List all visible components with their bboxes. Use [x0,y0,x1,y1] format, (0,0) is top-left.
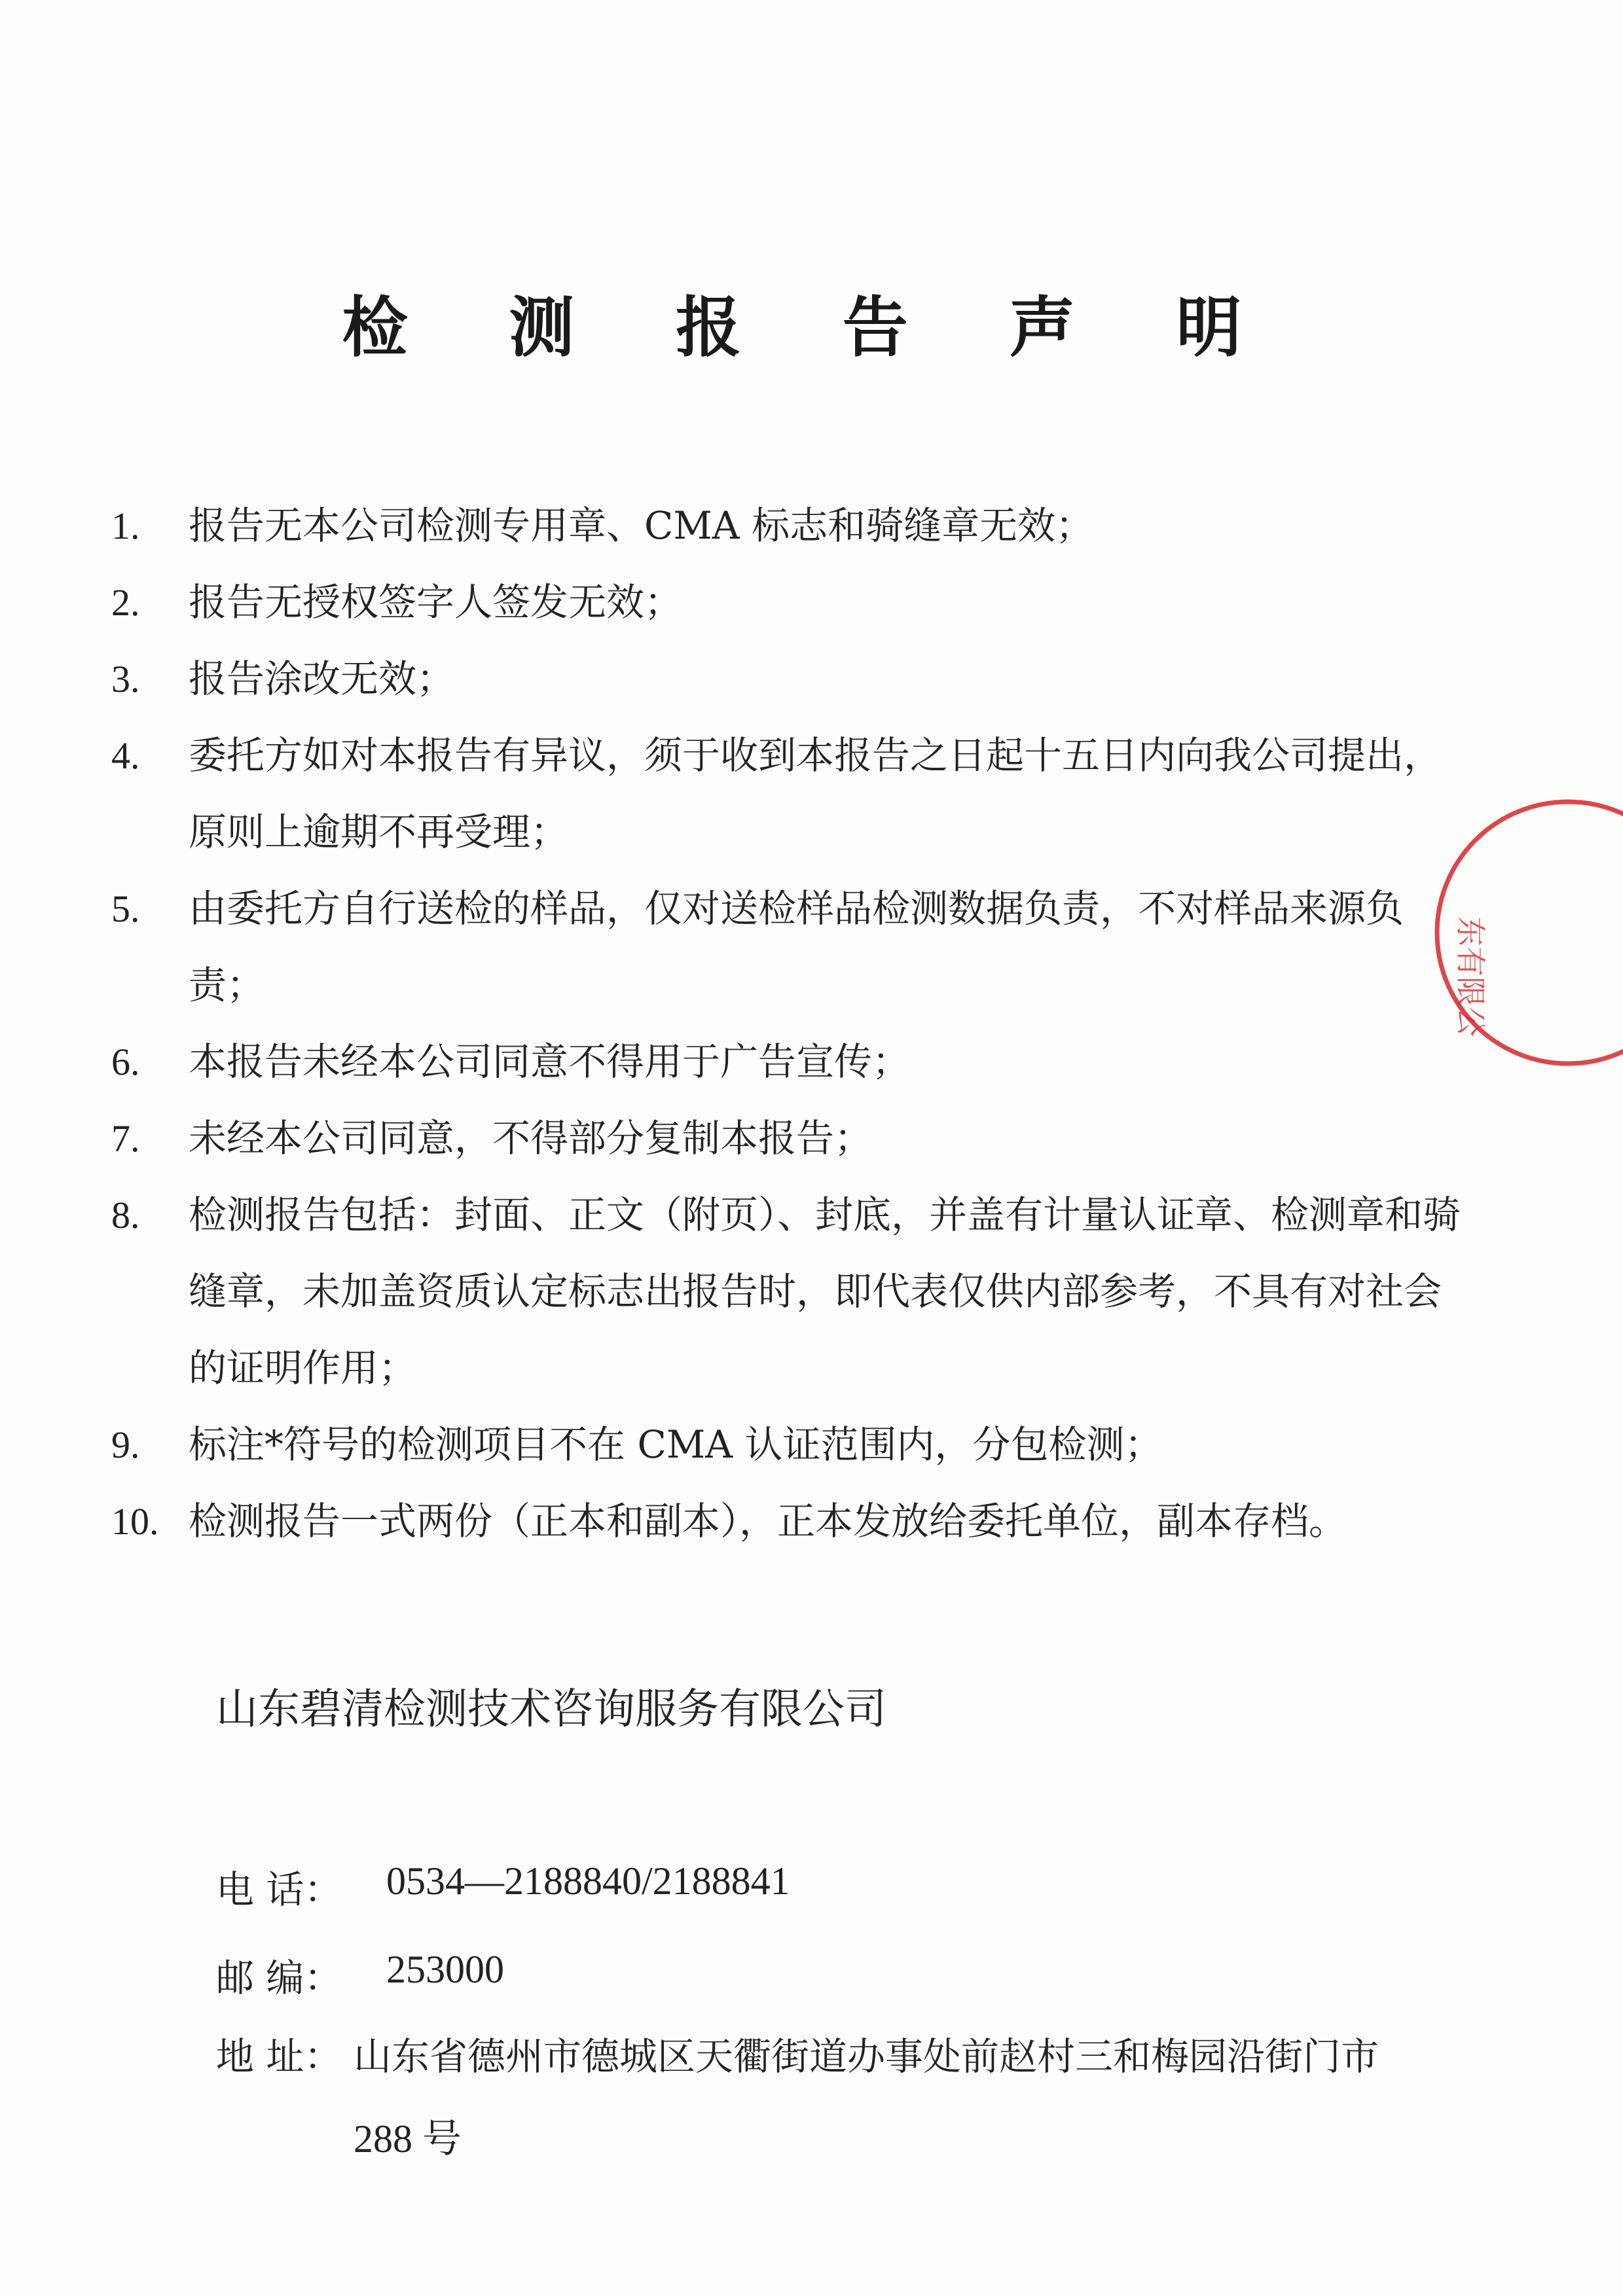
list-item-number: 3. [111,658,140,700]
address-continuation: 288 号 [354,2117,462,2161]
postcode-value: 253000 [386,1948,504,1991]
address-row [216,2026,1379,2081]
phone-label: 电 话： [216,1867,342,1912]
list-item-number: 1. [111,505,140,547]
list-item-number: 8. [111,1194,140,1236]
postcode-label: 邮 编： [216,1956,342,2000]
list-item-text: 检测报告一式两份（正本和副本），正本发放给委托单位，副本存档。 [189,1499,1347,1543]
list-item-number: 10. [111,1500,159,1543]
list-item-text: 检测报告包括：封面、正文（附页）、封底，并盖有计量认证章、检测章和骑缝章，未加盖资质认定标志出报告时，即代表仅供内部参考，不具有对社会的证明作用； [189,1193,1461,1390]
list-item-number: 7. [111,1117,140,1160]
list-item [111,1177,1473,1407]
list-item-text: 由委托方自行送检的样品，仅对送检样品检测数据负责，不对样品来源负责； [189,886,1404,1007]
list-item-text: 未经本公司同意，不得部分复制本报告； [189,1116,873,1160]
list-item-text: 本报告未经本公司同意不得用于广告宣传； [189,1039,911,1084]
list-item-number: 9. [111,1424,140,1466]
company-name: 山东碧清检测技术咨询服务有限公司 [216,1685,886,1734]
phone-row [216,1859,790,1914]
list-item-text: 报告涂改无效； [189,656,455,701]
list-item-number: 4. [111,734,140,777]
list-item-text: 委托方如对本报告有异议，须于收到本报告之日起十五日内向我公司提出，原则上逾期不再受理； [189,733,1442,854]
list-item [111,1024,1473,1100]
list-item-number: 2. [111,581,140,624]
company-seal-icon [1427,792,1623,1073]
list-item-text: 报告无本公司检测专用章、CMA 标志和骑缝章无效； [189,503,1094,548]
list-item-text: 标注*符号的检测项目不在 CMA 认证范围内，分包检测； [189,1422,1163,1467]
list-item [111,717,1473,870]
list-item [111,1100,1473,1177]
list-item [111,488,1473,564]
list-item [111,870,1473,1024]
phone-value: 0534—2188840/2188841 [386,1859,790,1903]
list-item [111,1407,1473,1483]
list-item [111,564,1473,641]
list-item-number: 6. [111,1041,140,1083]
postcode-row [216,1947,504,2002]
address-value: 山东省德州市德城区天衢街道办事处前赵村三和梅园沿街门市 [354,2034,1379,2079]
statement-list [111,488,1473,1560]
list-item-number: 5. [111,888,140,930]
address-label: 地 址： [216,2034,342,2079]
list-item [111,641,1473,717]
list-item [111,1483,1473,1560]
page-title: 检 测 报 告 声 明 [342,289,1281,366]
list-item-text: 报告无授权签字人签发无效； [189,580,683,624]
seal-text: 东有限公 [1453,916,1488,1037]
